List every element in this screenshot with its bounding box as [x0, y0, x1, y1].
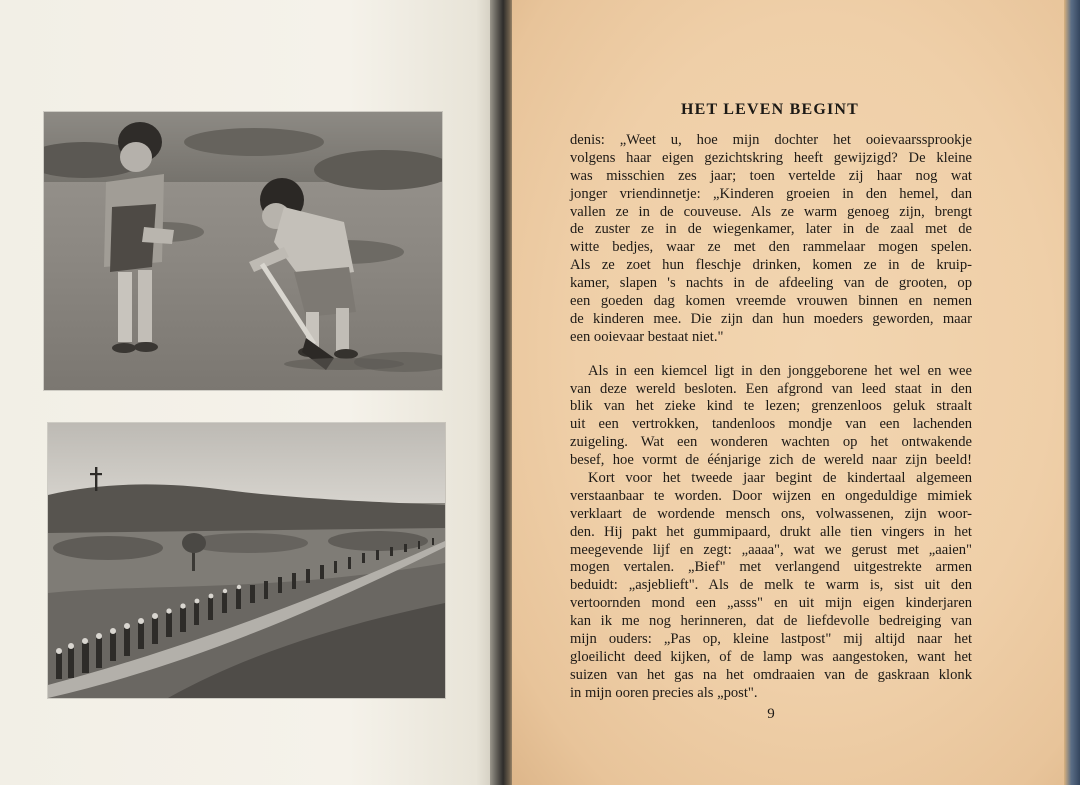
text-line: beduidt: „asjeblieft". Als de melk te warm is, sist uit den: [570, 577, 972, 594]
body-text: [570, 132, 972, 703]
text-line: witte bedjes, waar ze met den rammelaar mogen spelen.: [570, 239, 972, 256]
text-line: den. Hij pakt het gummipaard, drukt alle tien vingers in het: [570, 523, 972, 540]
text-line: van deze wereld besloten. Een afgrond van leed staat in den: [570, 380, 972, 397]
text-line: de kinderen mee. Die zijn dan hun moeders geworden, maar: [570, 310, 972, 327]
text-line: een ooievaar bestaat niet.": [570, 328, 724, 345]
book-spine: [490, 0, 514, 785]
paragraph-gap: [570, 347, 972, 363]
text-line: de zuster ze in de wiegenkamer, later in de zaal met de: [570, 221, 972, 238]
text-line: verstaanbaar te worden. Door wijzen en ongeduldige mimiek: [570, 487, 972, 504]
text-line: mogen vertalen. „Bief" met verlangend uitgestrekte armen: [570, 559, 972, 576]
text-line: Als ze zoet hun fleschje drinken, komen ze in de kruip-: [570, 257, 972, 274]
text-line: denis: „Weet u, hoe mijn dochter het ooievaarssprookje: [570, 132, 972, 148]
text-line: vertoornden mond een „asss" en uit mijn eigen kinderjaren: [570, 595, 972, 612]
text-line: besef, hoe vormt de éénjarige zich de wereld naar zijn beeld!: [570, 452, 972, 469]
text-line: meegevende lijf en zegt: „aaaa", wat we gerust met „aaien": [570, 541, 972, 558]
running-head: HET LEVEN BEGINT: [680, 101, 860, 118]
text-line: Kort voor het tweede jaar begint de kindertaal algemeen: [588, 470, 972, 487]
photo-procession: [48, 423, 445, 698]
text-line: kan ik me nog herinneren, dat de liefdevolle bedreiging van: [570, 613, 972, 630]
text-line: verklaart de wordende mensch ons, volwassenen, zijn woor-: [570, 505, 972, 522]
text-line: blik van het zieke kind te lezen; grenzenloos geluk straalt: [570, 398, 972, 415]
text-line: een goeden dag komen vreemde vrouwen binnen en nemen: [570, 293, 972, 310]
text-line: volgens haar eigen gezichtskring heeft gewijzigd? De kleine: [570, 149, 972, 166]
text-line: gloeilicht deed kijken, of de lamp was aangestoken, want het: [570, 648, 972, 665]
text-line: in mijn ooren precies als „post".: [570, 684, 758, 701]
text-line: zuigeling. Wat een wonderen wachten op het ontwakende: [570, 434, 972, 451]
photo-children-digging: [44, 112, 442, 390]
page-edge: [1064, 0, 1080, 785]
text-line: was misschien zes jaar; toen vertelde zij haar nog wat: [570, 167, 972, 184]
page-number: 9: [767, 706, 775, 722]
text-line: vallen ze in de couveuse. Als ze warm genoeg zijn, brengt: [570, 203, 972, 220]
text-line: suizen van het gas na het omdraaien van de gaskraan klonk: [570, 666, 972, 683]
text-line: mijn ouders: „Pas op, kleine lastpost" mij altijd naar het: [570, 631, 972, 648]
text-line: uit een vertrokken, tandenloos mondje van een lachenden: [570, 416, 972, 433]
text-line: jonger vriendinnetje: „Kinderen groeien in den hemel, dan: [570, 185, 972, 202]
text-line: Als in een kiemcel ligt in den jonggeborene het wel en wee: [588, 362, 972, 379]
text-line: kamer, slapen 's nachts in de afdeeling van de grooten, op: [570, 275, 972, 292]
